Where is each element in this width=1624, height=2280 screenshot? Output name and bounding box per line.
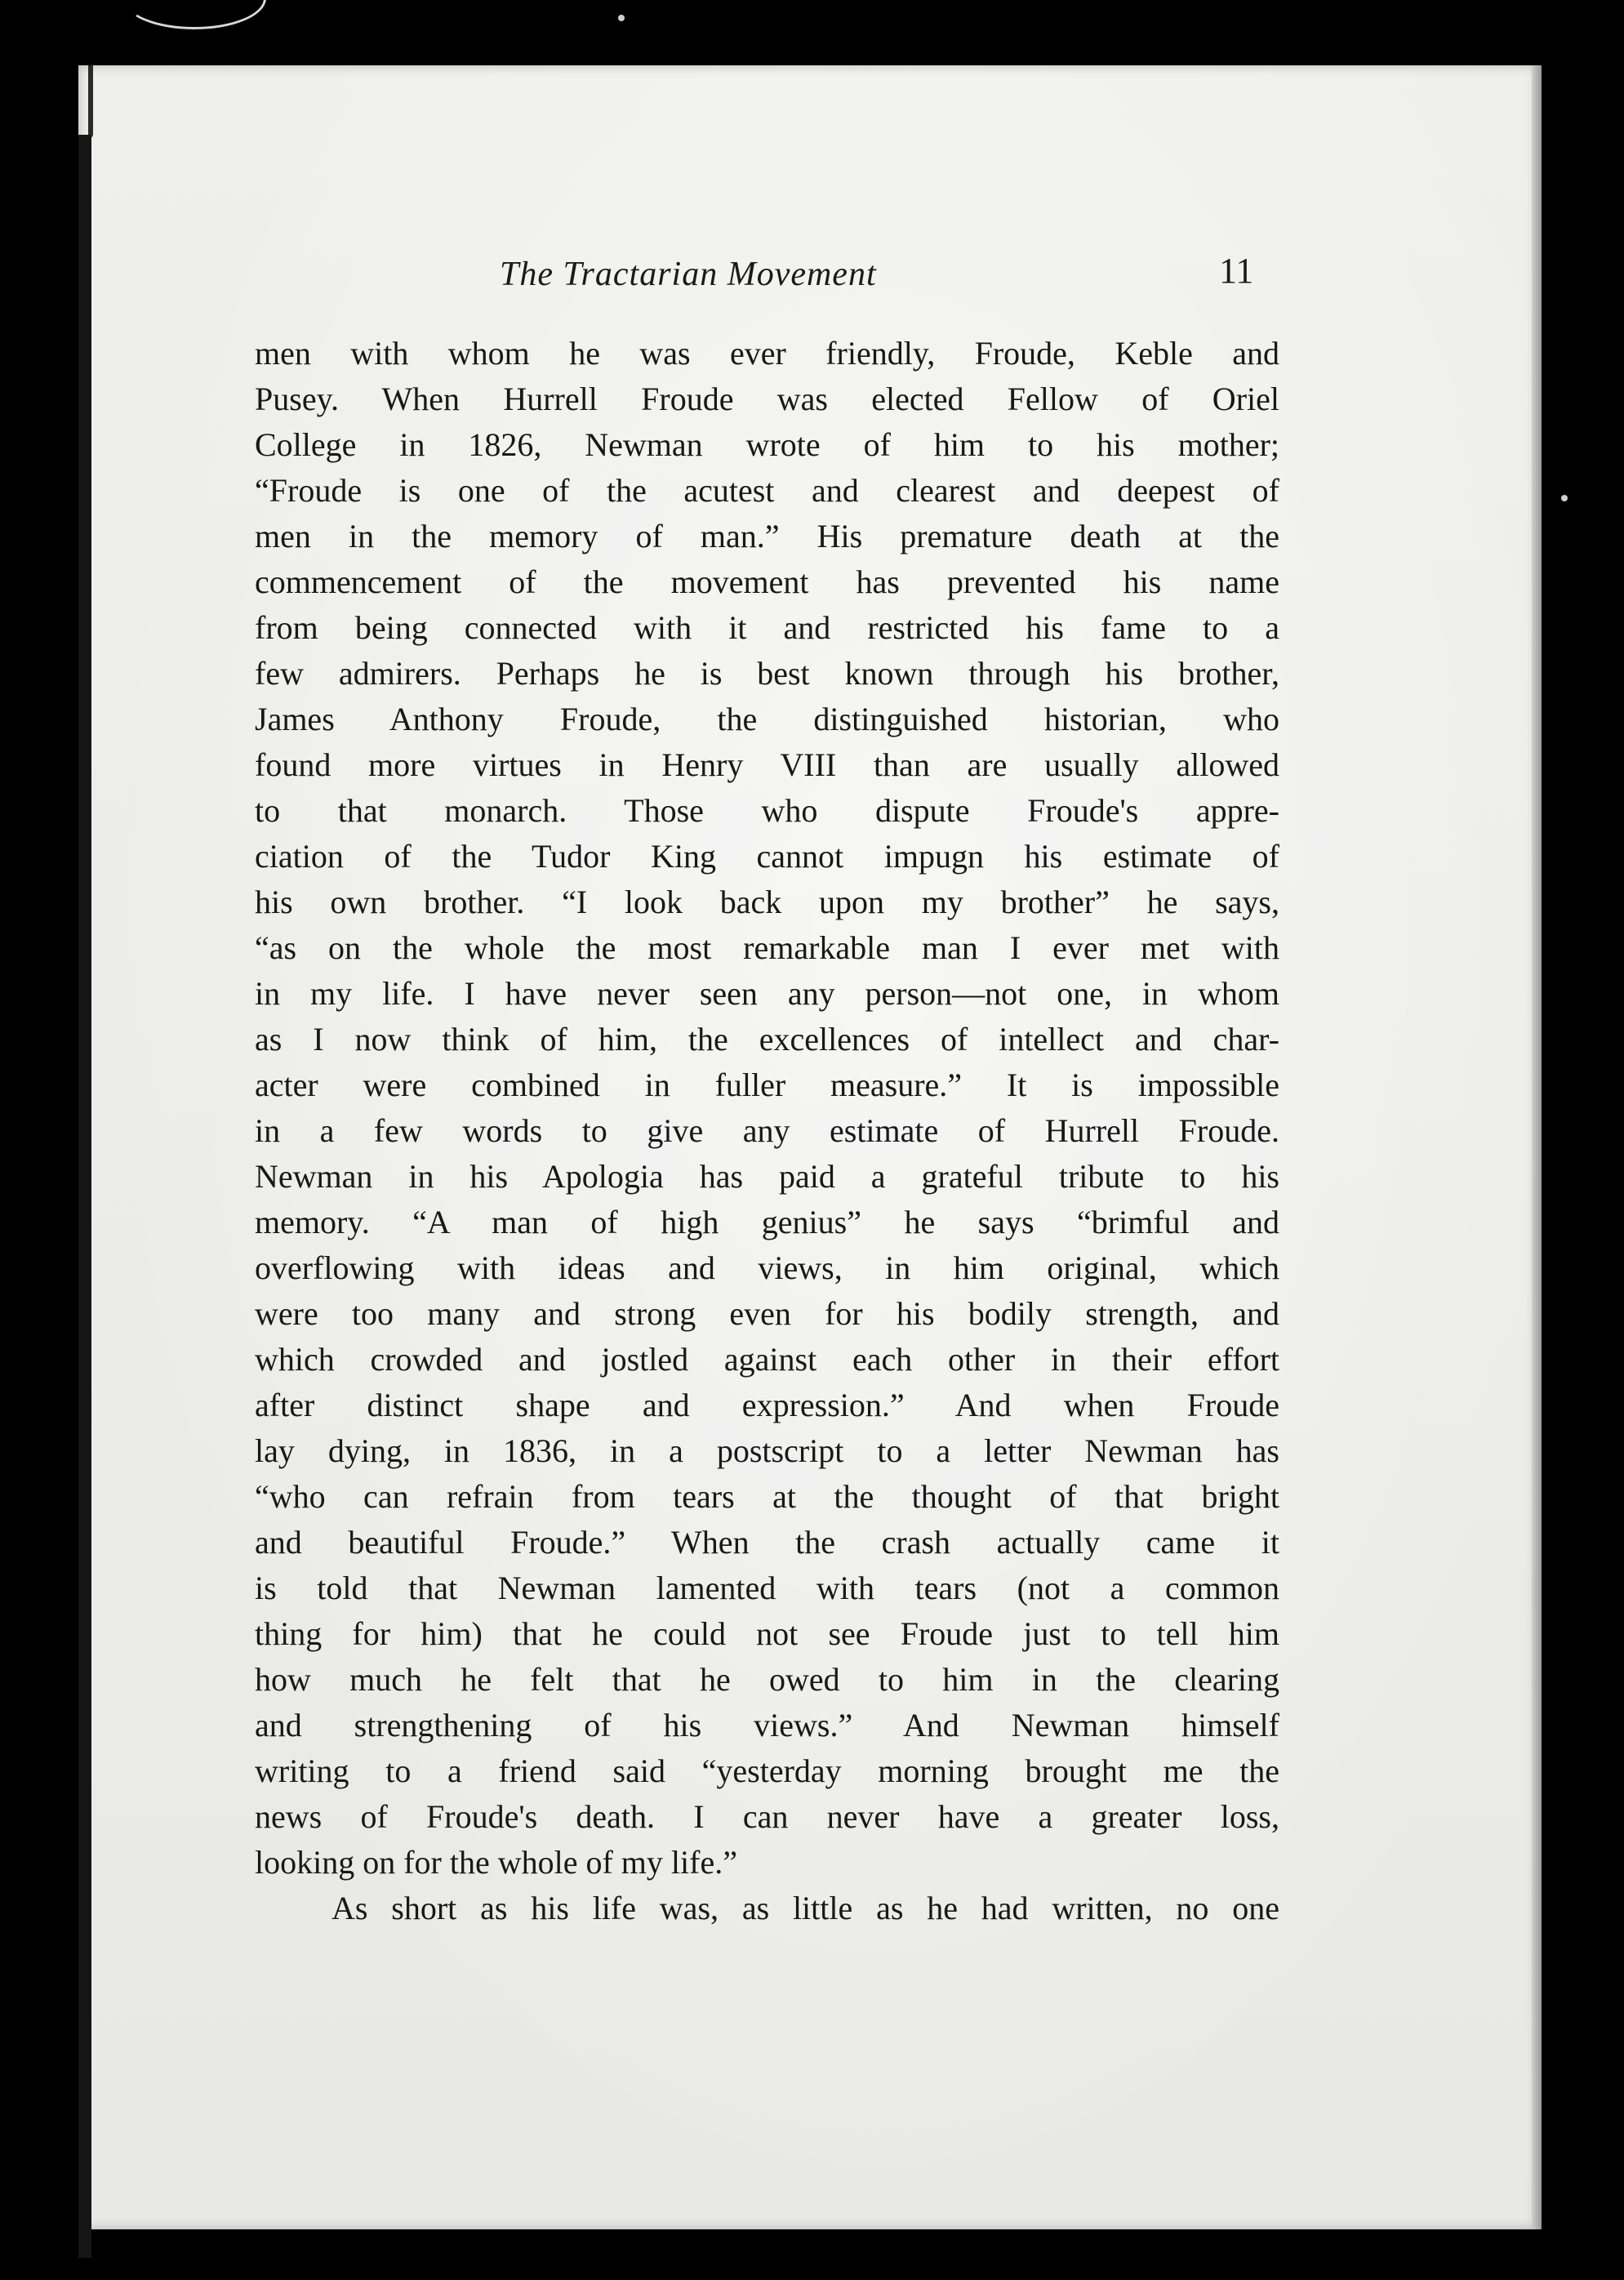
text-line: Newman in his Apologia has paid a grateful tribute to his	[255, 1158, 1279, 1195]
text-line: found more virtues in Henry VIII than are usually allowed	[255, 746, 1279, 783]
text-line: thing for him) that he could not see Froude just to tell him	[255, 1615, 1279, 1652]
text-line: commencement of the movement has prevented his name	[255, 563, 1279, 600]
running-title: The Tractarian Movement	[500, 256, 877, 293]
text-line: is told that Newman lamented with tears (not a common	[255, 1570, 1279, 1606]
text-line: as I now think of him, the excellences of intellect and char-	[255, 1021, 1279, 1058]
text-line: few admirers. Perhaps he is best known through his brother,	[255, 655, 1279, 692]
page-right-edge	[1532, 65, 1542, 2229]
text-line: men with whom he was ever friendly, Froude, Keble and	[255, 335, 1279, 372]
text-line: James Anthony Froude, the distinguished historian, who	[255, 701, 1279, 737]
page-number: 11	[1219, 251, 1254, 291]
text-line: in my life. I have never seen any person—not one, in whom	[255, 975, 1279, 1012]
text-line: ciation of the Tudor King cannot impugn his estimate of	[255, 838, 1279, 875]
text-line: Pusey. When Hurrell Froude was elected Fellow of Oriel	[255, 381, 1279, 417]
binding-gutter	[78, 135, 91, 2258]
text-line: after distinct shape and expression.” And when Froude	[255, 1387, 1279, 1423]
text-line: were too many and strong even for his bodily strength, and	[255, 1295, 1279, 1332]
text-line: lay dying, in 1836, in a postscript to a letter Newman has	[255, 1432, 1279, 1469]
text-line: men in the memory of man.” His premature death at the	[255, 518, 1279, 554]
frame-dust-spot	[1561, 495, 1568, 501]
text-line: “who can refrain from tears at the thought of that bright	[255, 1478, 1279, 1515]
text-line: to that monarch. Those who dispute Froude's appre-	[255, 792, 1279, 829]
text-line: “Froude is one of the acutest and clearest and deepest of	[255, 472, 1279, 509]
text-line: in a few words to give any estimate of Hurrell Froude.	[255, 1112, 1279, 1149]
text-line: his own brother. “I look back upon my brother” he says,	[255, 884, 1279, 920]
body-text	[255, 331, 1279, 1931]
paragraph-first-line: As short as his life was, as little as he had written, no one	[331, 1890, 1279, 1926]
text-line: memory. “A man of high genius” he says “brimful and	[255, 1204, 1279, 1240]
text-line: which crowded and jostled against each other in their effort	[255, 1341, 1279, 1378]
text-line: how much he felt that he owed to him in the clearing	[255, 1661, 1279, 1698]
text-line: acter were combined in fuller measure.” It is impossible	[255, 1067, 1279, 1103]
text-line: and beautiful Froude.” When the crash actually came it	[255, 1524, 1279, 1561]
frame-scratch-mark	[122, 0, 266, 29]
text-line: “as on the whole the most remarkable man I ever met with	[255, 929, 1279, 966]
text-line: from being connected with it and restricted his fame to a	[255, 609, 1279, 646]
frame-dust-spot	[618, 15, 625, 21]
text-line: and strengthening of his views.” And Newman himself	[255, 1707, 1279, 1743]
text-line: writing to a friend said “yesterday morning brought me the	[255, 1752, 1279, 1789]
binding-edge-top	[88, 65, 93, 139]
paragraph-end-line: looking on for the whole of my life.”	[255, 1844, 737, 1881]
text-line: College in 1826, Newman wrote of him to his mother;	[255, 426, 1279, 463]
text-line: overflowing with ideas and views, in him original, which	[255, 1249, 1279, 1286]
text-line: news of Froude's death. I can never have a greater loss,	[255, 1798, 1279, 1835]
